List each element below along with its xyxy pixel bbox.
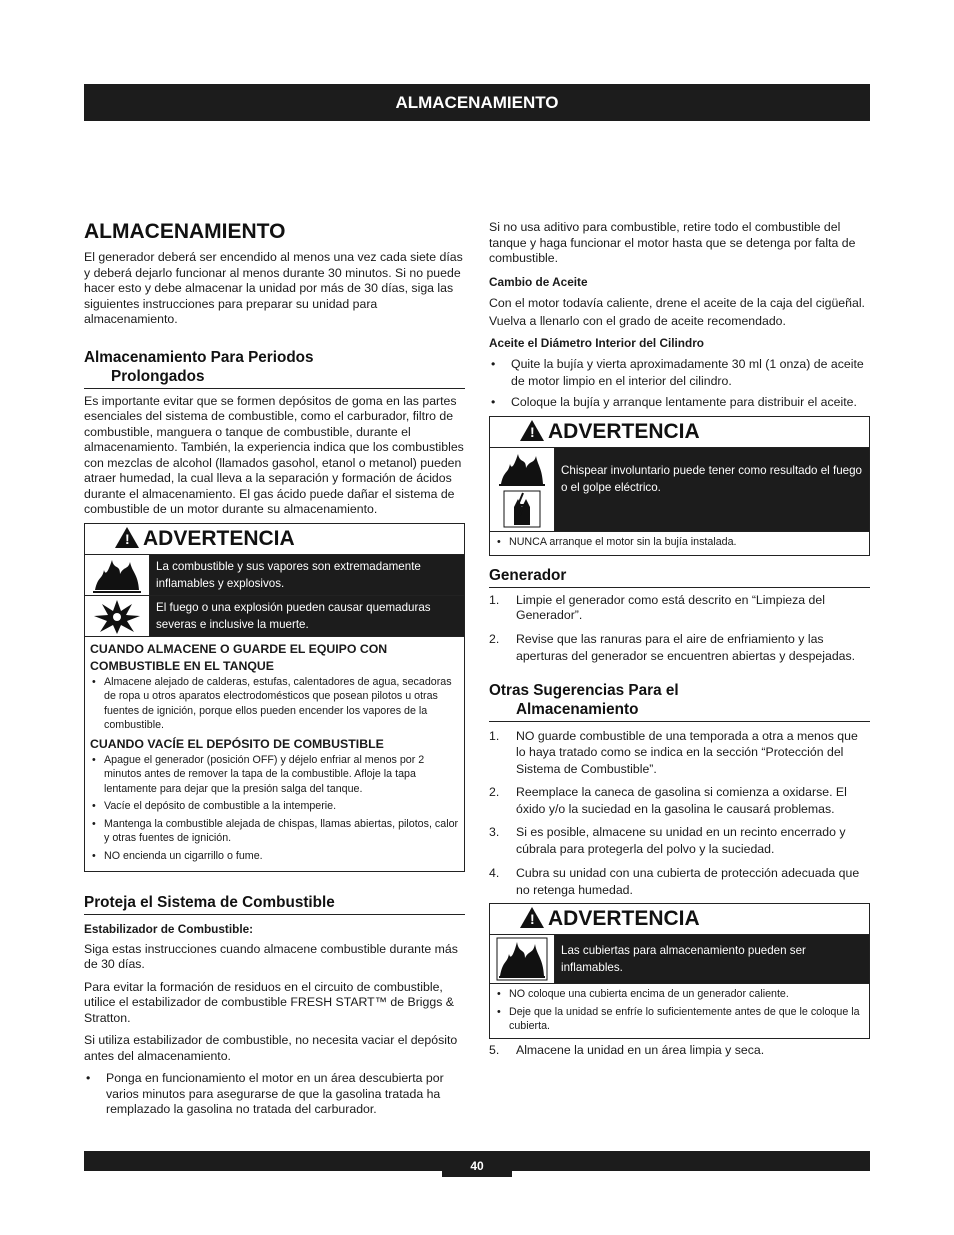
list-item: 1. NO guarde combustible de una temporada a otra a menos que lo haya tratado como se indica en la sección “Protección del Sistema de Combustible”. bbox=[489, 728, 858, 776]
cylinder-bullets bbox=[489, 356, 870, 411]
other-suggestions-heading bbox=[489, 681, 870, 722]
list-item: • Ponga en funcionamiento el motor en un área descubierta por varios minutos para asegurarse de que la gasolina tratada ha remplazado la gasolina no tratada del carburador. bbox=[84, 1071, 465, 1118]
oil-change-text: Con el motor todavía caliente, drene el aceite de la caja del cigüeñal. Vuelva a llenarlo con el grado de aceite recomendado. bbox=[489, 296, 865, 328]
hazard-row-cover bbox=[490, 935, 869, 984]
stabilizer-subhead: Estabilizador de Combustible: bbox=[84, 922, 254, 936]
warning-caption-drain: CUANDO VACÍE EL DEPÓSITO DE COMBUSTIBLE bbox=[90, 736, 384, 751]
warning-title bbox=[85, 524, 464, 555]
other-heading-line2: Almacenamiento bbox=[516, 700, 639, 718]
list-item: 2. Reemplace la caneca de gasolina si comienza a oxidarse. El óxido y/o la suciedad en la gasolina le causará problemas. bbox=[489, 785, 847, 816]
oil-change-heading: Cambio de Aceite bbox=[489, 274, 588, 289]
stabilizer-bullets bbox=[84, 1071, 465, 1118]
generator-heading: Generador bbox=[489, 566, 870, 588]
warning-title-text: ADVERTENCIA bbox=[143, 526, 295, 550]
header-title: ALMACENAMIENTO bbox=[395, 93, 559, 112]
warning-body bbox=[85, 637, 464, 872]
list-item: • Mantenga la combustible alejada de chispas, llamas abiertas, pilotos, calor y otras fuentes de ignición. bbox=[90, 817, 459, 846]
list-item: • Almacene alejado de calderas, estufas, calentadores de agua, secadoras de ropa u otros aparatos electrodomésticos que posean pilotos u otras fuentes de ignición, porque ellos pueden encender los vapores de la combustible. bbox=[90, 675, 459, 733]
stabilizer-p2: Para evitar la formación de residuos en el circuito de combustible, utilice el estabilizador de combustible FRESH START™ de Briggs & Stratton. bbox=[84, 979, 454, 1025]
other-suggestions-list bbox=[489, 728, 870, 900]
warning-title bbox=[490, 904, 869, 935]
left-column bbox=[84, 220, 465, 1118]
list-item: • Vacíe el depósito de combustible a la intemperie. bbox=[90, 799, 459, 814]
right-column bbox=[489, 220, 870, 1058]
stabilizer-p3: Si utiliza estabilizador de combustible, no necesita vaciar el depósito antes del almacenamiento. bbox=[84, 1033, 458, 1063]
header-bar bbox=[84, 84, 870, 121]
list-item: • NO encienda un cigarrillo o fume. bbox=[90, 849, 459, 864]
hazard-row-spark bbox=[490, 448, 869, 532]
long-term-paragraph: Es importante evitar que se formen depósitos de goma en las partes esenciales del sistema de combustible, como el carburador, filtro de combustible, manguera o tanque de combustible, durante el almacenamiento. También, la experiencia indica que los combustibles con mezclas de alcohol (llamados gasohol, etanol o metanol) pueden atraer humedad, la cual lleva a la separación y formación de ácidos durante el almacenamiento. El gas ácido puede dañar el sistema de combustible de un motor durante su almacenamiento. bbox=[84, 393, 464, 516]
section-heading-fuel-system: Proteja el Sistema de Combustible bbox=[84, 893, 465, 915]
hazard-text-fire: La combustible y sus vapores son extremadamente inflamables y explosivos. bbox=[150, 555, 464, 595]
fire-shock-icon bbox=[490, 448, 555, 531]
final-list bbox=[489, 1043, 870, 1059]
hazard-text-cover: Las cubiertas para almacenamiento pueden ser inflamables. bbox=[555, 935, 869, 983]
warning-triangle-icon: ! bbox=[520, 907, 544, 928]
warning-list-spark bbox=[495, 535, 864, 550]
hazard-text-spark: Chispear involuntario puede tener como resultado el fuego o el golpe eléctrico. bbox=[555, 448, 869, 531]
warning-box-spark bbox=[489, 416, 870, 556]
list-item: 5. Almacene la unidad en un área limpia y seca. bbox=[489, 1042, 765, 1057]
list-item: • Coloque la bujía y arranque lentamente para distribuir el aceite. bbox=[489, 395, 870, 411]
list-item: 1. Limpie el generador como está descrito en “Limpieza del Generador”. bbox=[489, 592, 825, 622]
warning-triangle-icon: ! bbox=[520, 420, 544, 441]
warning-title-text: ADVERTENCIA bbox=[548, 907, 700, 930]
section-heading-line2: Prolongados bbox=[111, 367, 205, 385]
stabilizer-p1: Siga estas instrucciones cuando almacene combustible durante más de 30 días. bbox=[84, 941, 458, 971]
cylinder-heading: Aceite el Diámetro Interior del Cilindro bbox=[489, 336, 705, 350]
other-heading-line1: Otras Sugerencias Para el bbox=[489, 681, 679, 699]
warning-list-drain bbox=[90, 753, 459, 864]
warning-caption-storage: CUANDO ALMACENE O GUARDE EL EQUIPO CON COMBUSTIBLE EN EL TANQUE bbox=[90, 641, 388, 673]
no-additive-paragraph: Si no usa aditivo para combustible, retire todo el combustible del tanque y haga funcionar el motor hasta que se detenga por falta de combustible. bbox=[489, 220, 856, 265]
warning-triangle-icon: ! bbox=[115, 527, 139, 548]
list-item: • Quite la bujía y vierta aproximadamente 30 ml (1 onza) de aceite de motor limpio en el interior del cilindro. bbox=[489, 356, 870, 390]
warning-box-fuel bbox=[84, 523, 465, 873]
hazard-text-explosion: El fuego o una explosión pueden causar quemaduras severas e inclusive la muerte. bbox=[150, 596, 464, 636]
intro-paragraph: El generador deberá ser encendido al menos una vez cada siete días y deberá dejarlo funcionar al menos durante 30 minutos. Si no puede hacer esto y debe almacenar la unidad por más de 30 días, siga las siguientes instrucciones para preparar su unidad para almacenamiento. bbox=[84, 250, 463, 326]
hazard-row-explosion bbox=[85, 596, 464, 637]
generator-list bbox=[489, 593, 870, 665]
fire-icon bbox=[85, 555, 150, 595]
list-item: • Apague el generador (posición OFF) y déjelo enfriar al menos por 2 minutos antes de remover la tapa de la combustible. Afloje la tapa lentamente para dejar que la presión salga del tanque. bbox=[90, 753, 459, 797]
list-item: • NO coloque una cubierta encima de un generador caliente. bbox=[495, 987, 864, 1002]
list-item: 3. Si es posible, almacene su unidad en un recinto encerrado y cúbrala para protegerla del polvo y la suciedad. bbox=[489, 825, 846, 856]
page-number: 40 bbox=[442, 1151, 512, 1177]
list-item: 4. Cubra su unidad con una cubierta de protección adecuada que no retenga humedad. bbox=[489, 866, 860, 897]
hazard-row-fire bbox=[85, 555, 464, 596]
warning-list-storage bbox=[90, 675, 459, 733]
warning-title-text: ADVERTENCIA bbox=[548, 420, 700, 443]
warning-body bbox=[490, 984, 869, 1038]
warning-list-cover bbox=[495, 987, 864, 1034]
list-item: 2. Revise que las ranuras para el aire de enfriamiento y las aperturas del generador se encuentren abiertas y despejadas. bbox=[489, 631, 856, 663]
section-heading-long-term bbox=[84, 348, 465, 389]
warning-body bbox=[490, 532, 869, 555]
section-heading-line1: Almacenamiento Para Periodos bbox=[84, 348, 314, 366]
warning-box-cover bbox=[489, 903, 870, 1039]
warning-title bbox=[490, 417, 869, 448]
page-title: ALMACENAMIENTO bbox=[84, 220, 286, 243]
explosion-icon bbox=[85, 596, 150, 636]
fire-icon bbox=[490, 935, 555, 983]
list-item: • NUNCA arranque el motor sin la bujía instalada. bbox=[495, 535, 864, 550]
list-item: • Deje que la unidad se enfríe lo suficientemente antes de que le coloque la cubierta. bbox=[495, 1005, 864, 1034]
